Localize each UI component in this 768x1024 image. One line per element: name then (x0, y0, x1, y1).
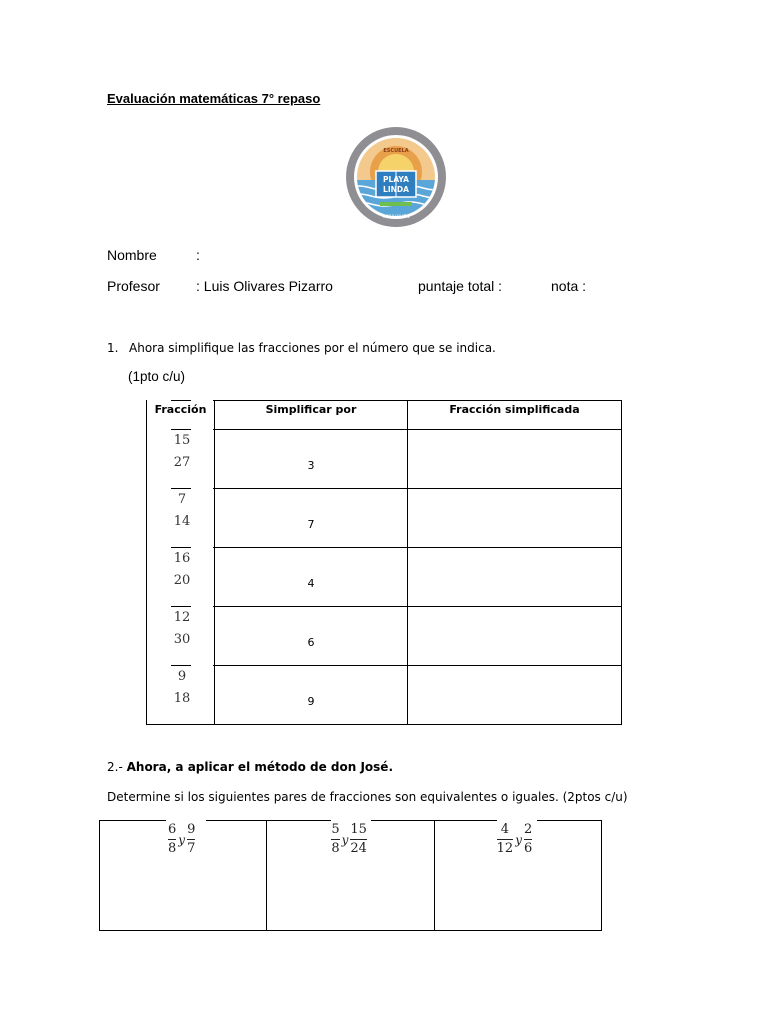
nota-label: nota : (551, 278, 587, 294)
profesor-label: Profesor (107, 278, 160, 294)
simplify-by-cell (215, 607, 408, 666)
answer-cell[interactable] (408, 489, 622, 548)
table-row (147, 548, 622, 607)
table-row (147, 607, 622, 666)
fraction (168, 821, 176, 858)
simplify-by-value: 3 (307, 459, 315, 472)
fraction-cell (147, 489, 215, 548)
fraction (170, 666, 194, 710)
fraction (524, 821, 532, 858)
fraction-pair (168, 821, 195, 858)
simplify-table (146, 400, 622, 725)
simplify-by-cell (215, 666, 408, 725)
answer-cell[interactable] (408, 607, 622, 666)
question-2-instruction: Determine si los siguientes pares de fracciones son equivalentes o iguales. (2ptos c/u) (107, 790, 628, 804)
denominator: 8 (168, 841, 177, 856)
numerator: 9 (177, 669, 187, 684)
numerator: 15 (350, 822, 367, 837)
fraction-cell (147, 548, 215, 607)
numerator: 9 (187, 822, 196, 837)
header-simplificar-por: Simplificar por (215, 401, 408, 430)
nombre-label: Nombre (107, 247, 157, 263)
puntaje-total-label: puntaje total : (418, 278, 503, 294)
table-row (147, 430, 622, 489)
simplify-by-value: 9 (307, 695, 315, 708)
answer-cell[interactable] (408, 548, 622, 607)
nombre-separator: : (196, 247, 200, 263)
simplify-by-cell (215, 548, 408, 607)
numerator: 6 (168, 822, 177, 837)
fraction-cell (147, 666, 215, 725)
fraction (170, 607, 194, 651)
pair-separator: y (341, 832, 349, 847)
denominator: 8 (331, 841, 340, 856)
question-1-points: (1pto c/u) (128, 369, 186, 384)
simplify-by-cell (215, 430, 408, 489)
simplify-by-cell (215, 489, 408, 548)
fraction (331, 821, 339, 858)
numerator: 12 (173, 610, 191, 625)
denominator: 7 (187, 841, 196, 856)
denominator: 30 (173, 632, 191, 647)
denominator: 27 (173, 455, 191, 470)
fraction-cell (147, 607, 215, 666)
numerator: 4 (500, 822, 510, 837)
question-1-text (107, 341, 496, 355)
denominator: 6 (523, 841, 533, 856)
question-2-title: Ahora, a aplicar el método de don José. (126, 760, 394, 774)
question-2-heading (107, 760, 393, 774)
header-fraccion-simplificada: Fracción simplificada (408, 401, 622, 430)
fraction (187, 821, 195, 858)
fraction (170, 430, 194, 474)
document-title: Evaluación matemáticas 7° repaso (107, 91, 321, 106)
fraction (497, 821, 514, 858)
numerator: 15 (173, 433, 191, 448)
simplify-by-value: 4 (307, 577, 315, 590)
denominator: 12 (496, 841, 514, 856)
school-logo (345, 126, 447, 228)
fraction-pair (497, 821, 533, 858)
svg-text:VICHUQUÉN: VICHUQUÉN (382, 215, 410, 220)
table-header-row (147, 401, 622, 430)
pair-separator: y (515, 832, 522, 847)
table-row (147, 489, 622, 548)
pair-separator: y (178, 832, 186, 847)
pair-cell[interactable] (435, 821, 601, 930)
fraction (170, 548, 194, 592)
table-row (147, 666, 622, 725)
svg-text:PLAYA: PLAYA (383, 175, 409, 184)
profesor-value: : Luis Olivares Pizarro (196, 278, 333, 294)
question-2-number: 2.- (107, 760, 123, 774)
simplify-by-value: 7 (307, 518, 315, 531)
pair-cell[interactable] (267, 821, 434, 930)
numerator: 5 (331, 822, 340, 837)
numerator: 16 (173, 551, 191, 566)
simplify-by-value: 6 (307, 636, 315, 649)
fraction-cell (147, 430, 215, 489)
answer-cell[interactable] (408, 430, 622, 489)
answer-cell[interactable] (408, 666, 622, 725)
numerator: 2 (523, 822, 533, 837)
svg-text:LINDA: LINDA (383, 185, 409, 194)
fraction (350, 821, 367, 858)
header-fraccion: Fracción (147, 401, 215, 430)
fraction (170, 489, 194, 533)
fraction-pair (331, 821, 367, 858)
denominator: 24 (350, 841, 367, 856)
denominator: 20 (173, 573, 191, 588)
question-1-number: 1. (107, 341, 119, 355)
svg-text:ESCUELA: ESCUELA (383, 148, 409, 154)
denominator: 14 (173, 514, 191, 529)
denominator: 18 (173, 691, 191, 706)
fraction-pairs-table (99, 820, 602, 931)
pair-cell[interactable] (100, 821, 267, 930)
question-1-instruction: Ahora simplifique las fracciones por el número que se indica. (129, 341, 496, 355)
numerator: 7 (177, 492, 187, 507)
